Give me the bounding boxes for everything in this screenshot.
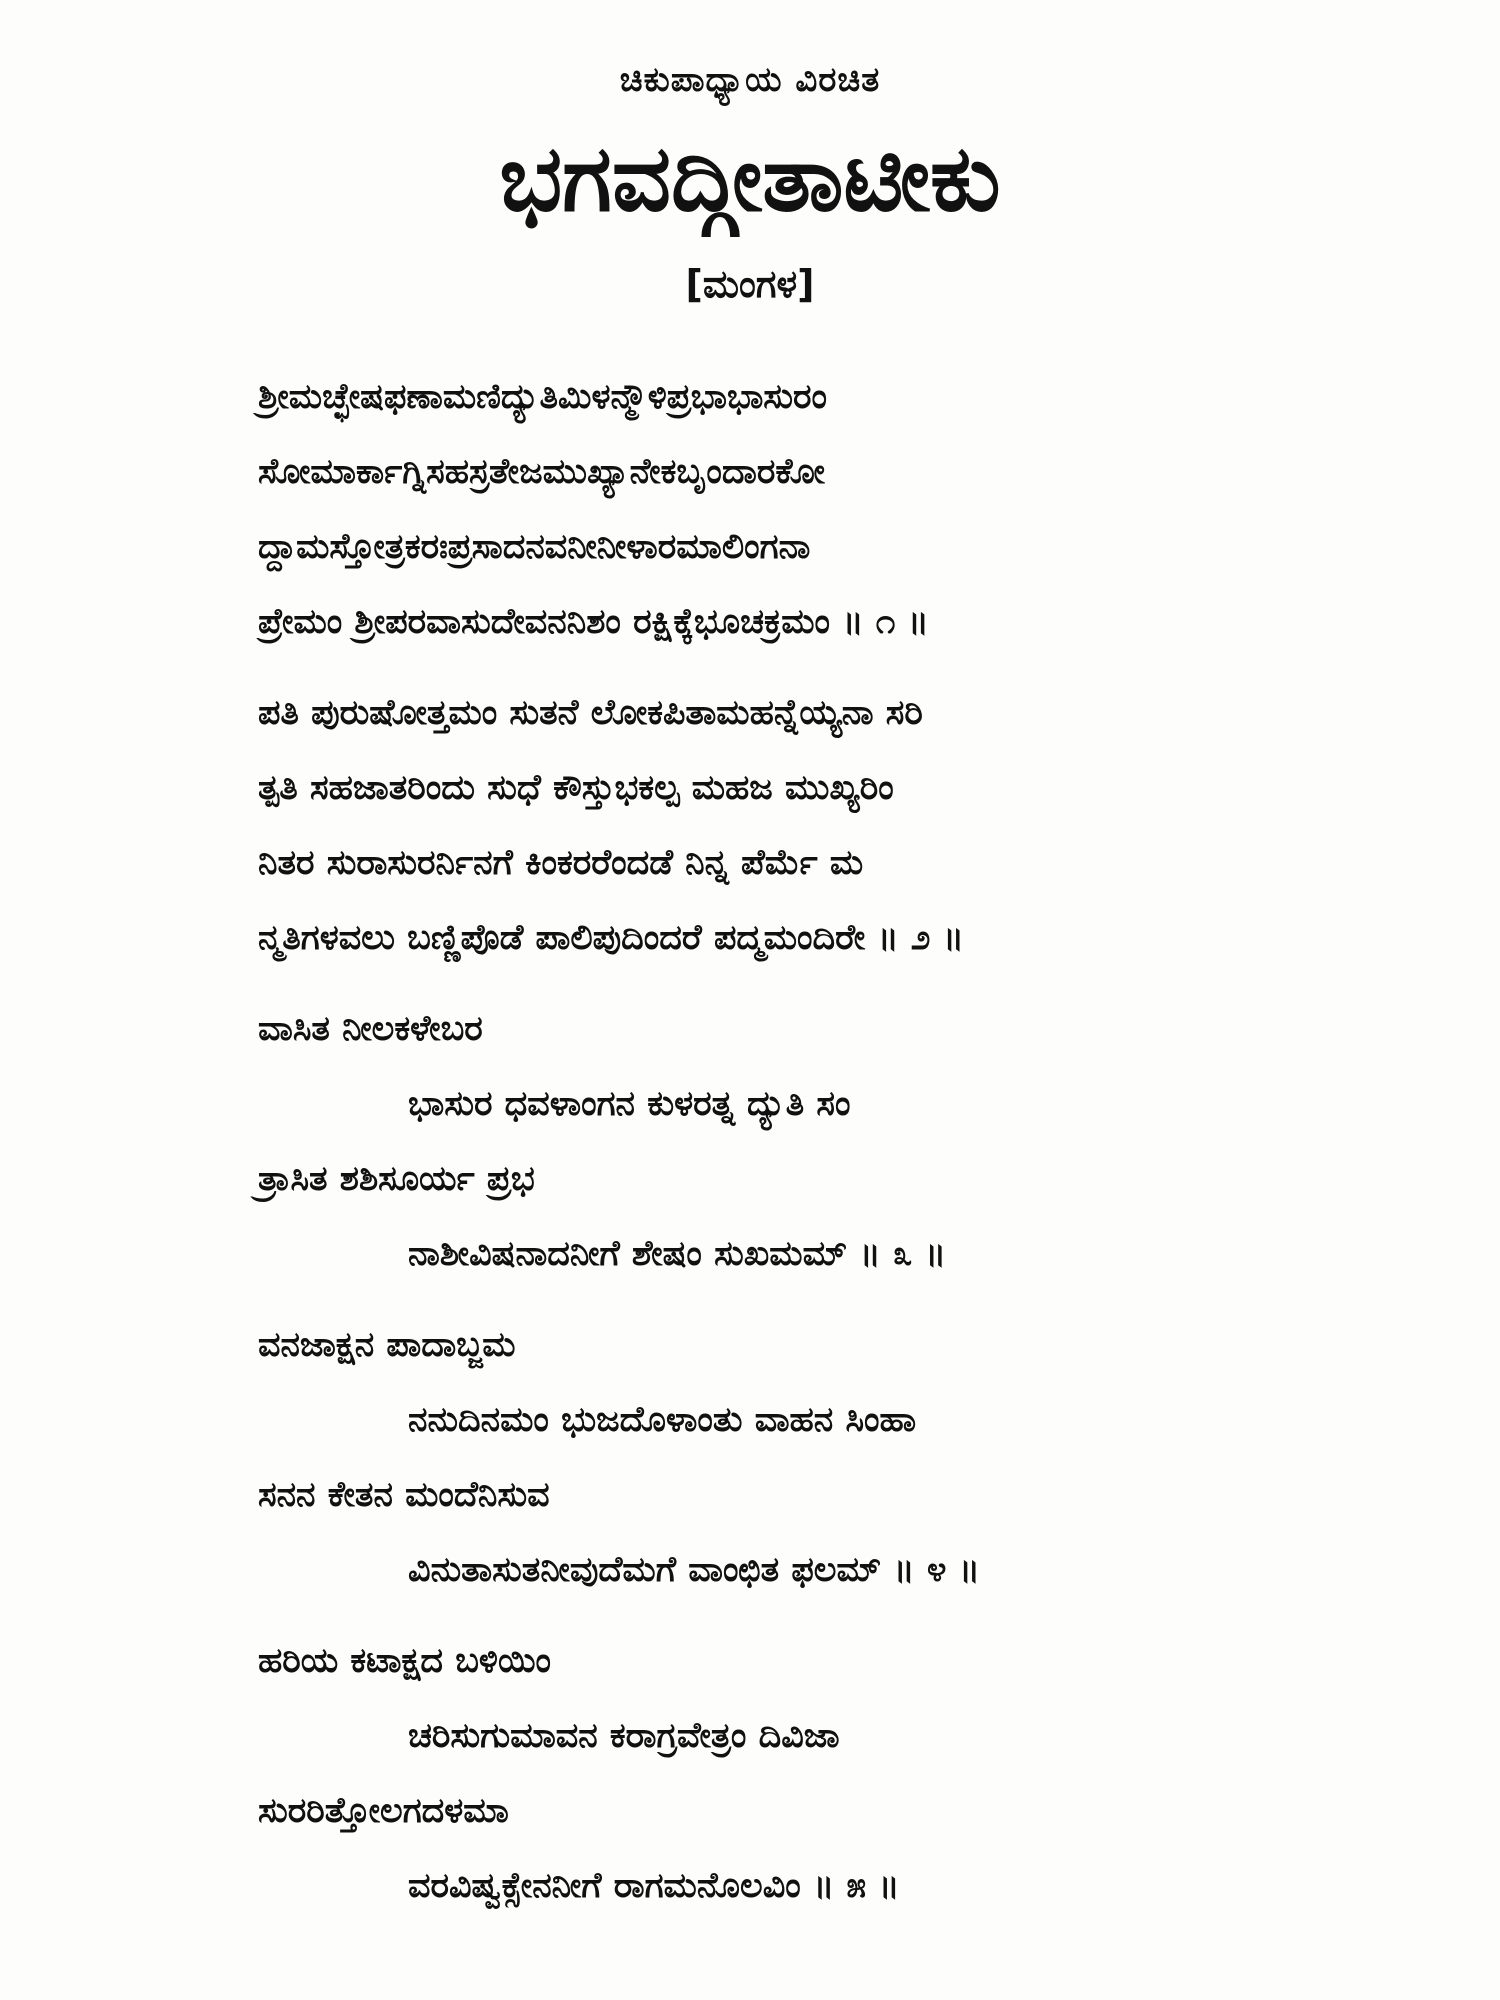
verse-line: ನ್ಮತಿಗಳವಲು ಬಣ್ಣಿಪೊಡೆ ಪಾಲಿಪುದಿಂದರೆ ಪದ್ಮಮಂದಿರೇ ॥ ೨ ॥ <box>258 918 965 958</box>
verse-line: ಸನನ ಕೇತನ ಮಂದೆನಿಸುವ <box>258 1475 550 1515</box>
stanza <box>258 992 1358 1292</box>
verse-line: ಪ್ರೇಮಂ ಶ್ರೀಪರವಾಸುದೇವನನಿಶಂ ರಕ್ಷಿಕ್ಕೆಭೂಚಕ್ರಮಂ ॥ ೧ ॥ <box>258 602 929 642</box>
verse-line: ನಾಶೀವಿಷನಾದನೀಗೆ ಶೇಷಂ ಸುಖಮಮ್ ॥ ೩ ॥ <box>408 1234 947 1274</box>
verse-line: ವರವಿಷ್ವಕ್ಸೇನನೀಗೆ ರಾಗಮನೊಲವಿಂ ॥ ೫ ॥ <box>408 1866 900 1906</box>
verse-line: ಶ್ರೀಮಚ್ಛೇಷಫಣಾಮಣಿದ್ಯುತಿಮಿಳನ್ಮೌಳಿಪ್ರಭಾಭಾಸುರಂ <box>258 377 828 417</box>
stanza <box>258 1624 1358 1924</box>
verse-line: ವಿನುತಾಸುತನೀವುದೆಮಗೆ ವಾಂಛಿತ ಫಲಮ್ ॥ ೪ ॥ <box>408 1550 980 1590</box>
verse-line: ದ್ದಾಮಸ್ತೋತ್ರಕರಃಪ್ರಸಾದನವನೀನೀಳಾರಮಾಲಿಂಗನಾ <box>258 527 811 567</box>
page-title: ಭಗವದ್ಗೀತಾಟೀಕು <box>499 125 1001 232</box>
verse-line: ವಾಸಿತ ನೀಲಕಳೇಬರ <box>258 1009 483 1049</box>
stanza <box>258 676 1358 976</box>
stanza <box>258 1308 1358 1608</box>
verse-line: ನನುದಿನಮಂ ಭುಜದೊಳಾಂತು ವಾಹನ ಸಿಂಹಾ <box>408 1400 917 1440</box>
verse-line: ಸುರರಿತ್ತೋಲಗದಳಮಾ <box>258 1791 509 1831</box>
verse-line: ಪತಿ ಪುರುಷೋತ್ತಮಂ ಸುತನೆ ಲೋಕಪಿತಾಮಹನ್ನೆಯ್ಯನಾ ಸರಿ <box>258 693 923 733</box>
verse-body <box>258 360 1358 1940</box>
verse-line: ತ್ರಾಸಿತ ಶಶಿಸೂರ್ಯ ಪ್ರಭ <box>258 1159 535 1199</box>
verse-line: ಭಾಸುರ ಧವಳಾಂಗನ ಕುಳರತ್ನ ದ್ಯುತಿ ಸಂ <box>408 1084 851 1124</box>
verse-line: ನಿತರ ಸುರಾಸುರರ್ನಿನಗೆ ಕಿಂಕರರೆಂದಡೆ ನಿನ್ನ ಪೆರ್ಮೆ ಮ <box>258 843 864 883</box>
verse-line: ವನಜಾಕ್ಷನ ಪಾದಾಬ್ಜಮ <box>258 1325 516 1365</box>
stanza <box>258 360 1358 660</box>
verse-line: ಹರಿಯ ಕಟಾಕ್ಷದ ಬಳಿಯಿಂ <box>258 1641 552 1681</box>
author-line: ಚಿಕುಪಾಧ್ಯಾಯ ವಿರಚಿತ <box>619 60 881 100</box>
section-heading: [ಮಂಗಳ] <box>685 262 815 306</box>
verse-line: ಸೋಮಾರ್ಕಾಗ್ನಿಸಹಸ್ರತೇಜಮುಖ್ಯಾನೇಕಬೃಂದಾರಕೋ <box>258 452 825 492</box>
verse-line: ತ್ಪತಿ ಸಹಜಾತರಿಂದು ಸುಧೆ ಕೌಸ್ತುಭಕಲ್ಪ ಮಹಜ ಮುಖ್ಯರಿಂ <box>258 768 894 808</box>
verse-line: ಚರಿಸುಗುಮಾವನ ಕರಾಗ್ರವೇತ್ರಂ ದಿವಿಜಾ <box>408 1716 840 1756</box>
